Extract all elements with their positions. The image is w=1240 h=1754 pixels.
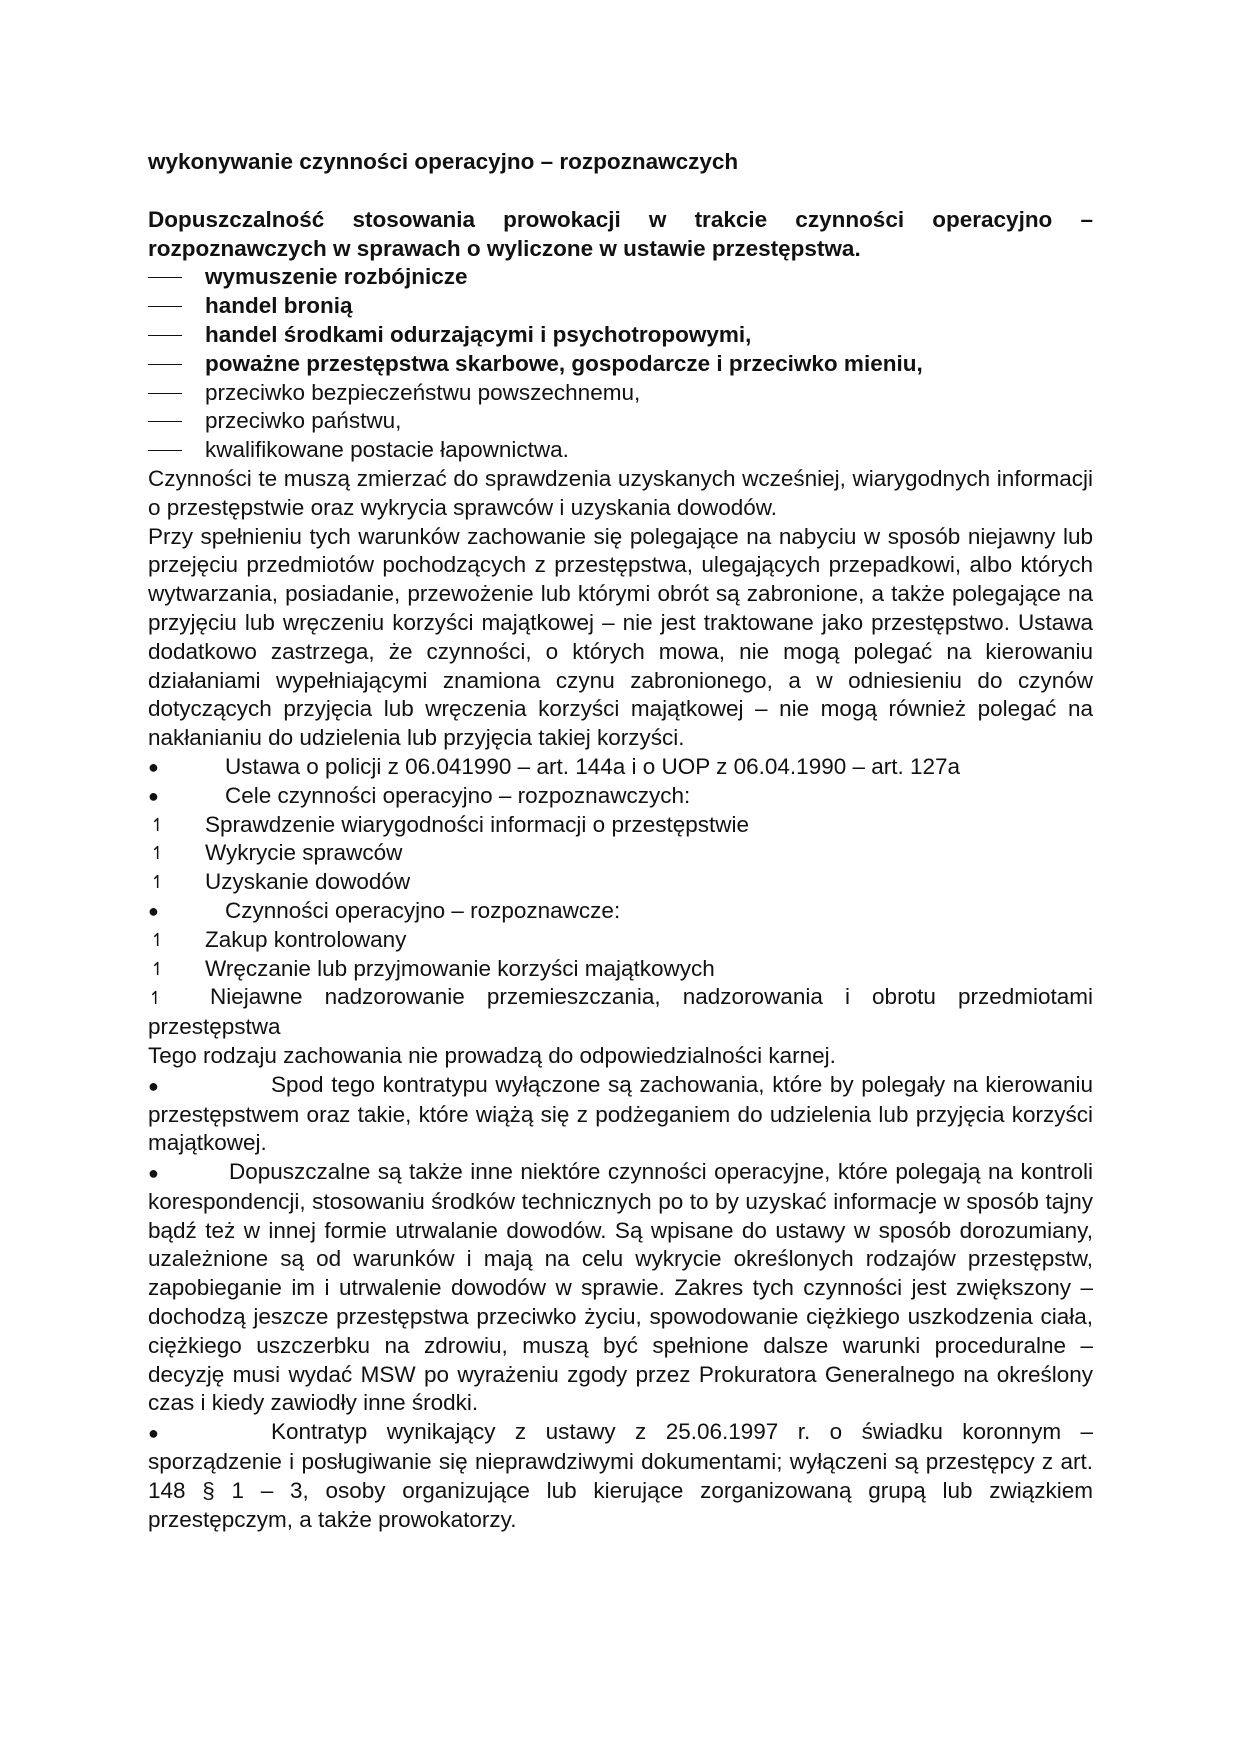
paragraph: Czynności te muszą zmierzać do sprawdzenia uzyskanych wcześniej, wiarygodnych informacji o przestępstwie oraz wykrycia sprawców i uzyskania dowodów. <box>148 465 1093 520</box>
dash-marker <box>148 277 182 292</box>
bullet-text: Cele czynności operacyjno – rozpoznawczych: <box>225 782 691 808</box>
dash-marker <box>148 335 182 350</box>
paragraph: Tego rodzaju zachowania nie prowadzą do odpowiedzialności karnej. <box>148 1042 836 1068</box>
bullet-icon: ● <box>148 1423 159 1444</box>
sub-item <box>148 868 1093 897</box>
sub-item <box>148 811 1093 840</box>
bullet-icon: ● <box>148 900 159 921</box>
bullet-item <box>148 1071 1093 1158</box>
bullet-icon: ● <box>148 756 159 777</box>
sub-item-text: Wręczanie lub przyjmowanie korzyści majątkowych <box>205 955 715 981</box>
crime-list <box>148 263 1093 465</box>
bullet-text: Kontratyp wynikający z ustawy z 25.06.1997 r. o świadku koronnym – sporządzenie i posługiwanie się nieprawdziwymi dokumentami; wyłączeni są przestępcy z art. 148 § 1 – 3, osoby organizujące lub kierujące zorganizowaną grupą lub związkiem przestępczym, a także prowokatorzy. <box>148 1419 1093 1532</box>
section-title: Dopuszczalność stosowania prowokacji w trakcie czynności operacyjno – rozpoznawczych w sprawach o wyliczone w ustawie przestępstwa. <box>148 206 1093 261</box>
list-item-text: przeciwko bezpieczeństwu powszechnemu, <box>205 379 641 405</box>
bullet-item <box>148 1418 1093 1534</box>
list-item-text: wymuszenie rozbójnicze <box>205 264 468 290</box>
bullet-text: Ustawa o policji z 06.041990 – art. 144a i o UOP z 06.04.1990 – art. 127a <box>225 753 961 779</box>
sub-bullet-icon: ↿ <box>150 843 166 864</box>
bullet-icon: ● <box>148 1163 159 1184</box>
paragraph: Przy spełnieniu tych warunków zachowanie się polegające na nabyciu w sposób niejawny lub przejęciu przedmiotów pochodzących z przestępstwa, ulegających przepadkowi, albo których wytwarzania, posiadanie, przewożenie lub którymi obrót są zabronione, a także polegające na przyjęciu lub wręczeniu korzyści majątkowej – nie jest traktowane jako przestępstwo. Ustawa dodatkowo zastrzega, że czynności, o których mowa, nie mogą polegać na kierowaniu działaniami wypełniającymi znamiona czynu zabronionego, a w odniesieniu do czynów dotyczących przyjęcia lub wręczenia korzyści majątkowej – nie mogą również polegać na nakłanianiu do udzielenia lub przyjęcia takiej korzyści. <box>148 523 1093 751</box>
bullet-icon: ● <box>148 785 159 806</box>
document-heading: wykonywanie czynności operacyjno – rozpoznawczych <box>148 149 739 174</box>
sub-item-text: Sprawdzenie wiarygodności informacji o przestępstwie <box>205 811 749 837</box>
dash-marker <box>148 393 182 408</box>
list-item <box>148 436 1093 465</box>
list-item-text: przeciwko państwu, <box>205 408 402 434</box>
sub-item-text: Wykrycie sprawców <box>205 840 403 866</box>
list-item-text: kwalifikowane postacie łapownictwa. <box>205 437 569 463</box>
bullet-item <box>148 1158 1093 1418</box>
bullet-item <box>148 897 1093 926</box>
bullet-item <box>148 782 1093 811</box>
sub-item-text: Zakup kontrolowany <box>205 926 407 952</box>
document-page <box>148 148 1093 1534</box>
sub-bullet-icon: ↿ <box>150 872 166 893</box>
list-item <box>148 292 1093 321</box>
dash-marker <box>148 450 182 465</box>
dash-marker <box>148 306 182 321</box>
dash-marker <box>148 364 182 379</box>
dash-marker <box>148 421 182 436</box>
list-item <box>148 263 1093 292</box>
sub-bullet-icon: ↿ <box>148 988 164 1009</box>
sub-bullet-icon: ↿ <box>150 958 166 979</box>
bullet-text: Czynności operacyjno – rozpoznawcze: <box>225 897 621 923</box>
sub-bullet-icon: ↿ <box>150 814 166 835</box>
list-item <box>148 350 1093 379</box>
list-item <box>148 321 1093 350</box>
bullet-text: Spod tego kontratypu wyłączone są zachowania, które by polegały na kierowaniu przestępstwem oraz takie, które wiążą się z podżeganiem do udzielenia lub przyjęcia korzyści majątkowej. <box>148 1071 1093 1156</box>
list-item <box>148 407 1093 436</box>
sub-item-text: Uzyskanie dowodów <box>205 869 411 895</box>
sub-item <box>148 955 1093 984</box>
list-item-text: poważne przestępstwa skarbowe, gospodarcze i przeciwko mieniu, <box>205 350 923 376</box>
list-item-text: handel bronią <box>205 293 353 319</box>
sub-item-text: Niejawne nadzorowanie przemieszczania, nadzorowania i obrotu przedmiotami przestępstwa <box>148 984 1093 1040</box>
sub-item <box>148 839 1093 868</box>
bullet-icon: ● <box>148 1075 159 1096</box>
sub-item <box>148 983 1093 1042</box>
sub-bullet-icon: ↿ <box>150 929 166 950</box>
bullet-item <box>148 753 1093 782</box>
list-item <box>148 379 1093 408</box>
bullet-text: Dopuszczalne są także inne niektóre czynności operacyjne, które polegają na kontroli korespondencji, stosowaniu środków technicznych po to by uzyskać informacje w sposób tajny bądź też w innej formie utrwalanie dowodów. Są wpisane do ustawy w sposób dorozumiany, uzależnione są od warunków i mają na celu wykrycie określonych rodzajów przestępstw, zapobieganie im i utrwalenie dowodów w sprawie. Zakres tych czynności jest zwiększony – dochodzą jeszcze przestępstwa przeciwko życiu, spowodowanie ciężkiego uszkodzenia ciała, ciężkiego uszczerbku na zdrowiu, muszą być spełnione dalsze warunki proceduralne – decyzję musi wydać MSW po wyrażeniu zgody przez Prokuratora Generalnego na określony czas i kiedy zawiodły inne środki. <box>148 1159 1093 1416</box>
list-item-text: handel środkami odurzającymi i psychotropowymi, <box>205 321 752 347</box>
sub-item <box>148 926 1093 955</box>
